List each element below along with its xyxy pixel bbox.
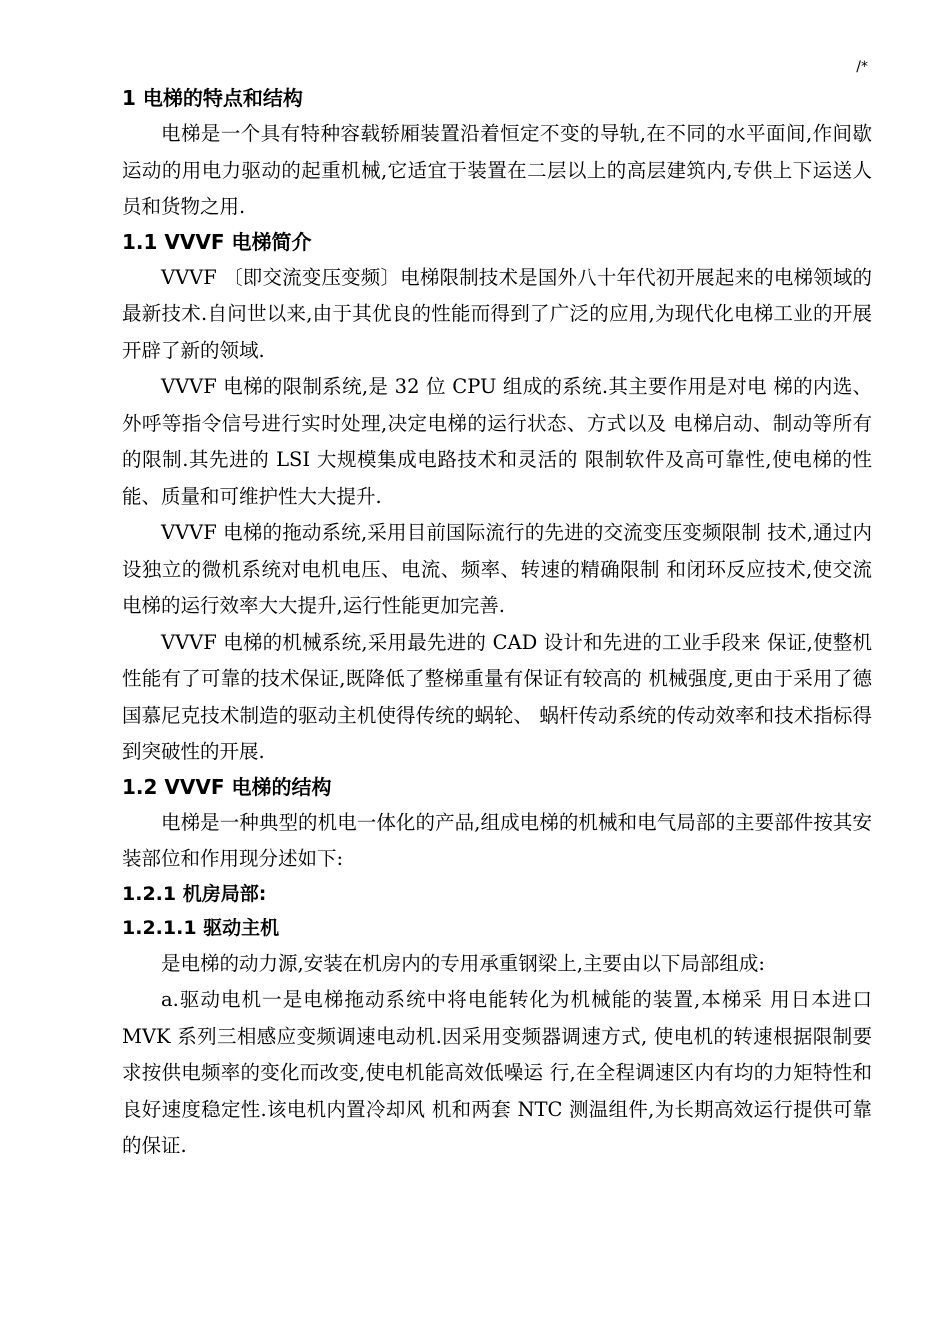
page-mark: /*	[856, 59, 868, 75]
section-heading-1: 1 电梯的特点和结构	[122, 86, 303, 110]
section-heading-1-2-1: 1.2.1 机房局部:	[122, 882, 267, 905]
paragraph-drive-system: VVVF 电梯的拖动系统,采用目前国际流行的先进的交流变压变频限制 技术,通过内设独立的微机系统对电机电压、电流、频率、转速的精确限制 和闭环反应技术,使交流电梯的运行效率大大提升,运行性能更加完善.	[122, 521, 872, 617]
paragraph-structure-overview: 电梯是一种典型的机电一体化的产品,组成电梯的机械和电气局部的主要部件按其安装部位和作用现分述如下:	[122, 810, 872, 870]
paragraph-vvvf-intro: VVVF 〔即交流变压变频〕电梯限制技术是国外八十年代初开展起来的电梯领域的最新技术.自问世以来,由于其优良的性能而得到了广泛的应用,为现代化电梯工业的开展开辟了新的领域.	[122, 265, 872, 362]
section-heading-1-1: 1.1 VVVF 电梯简介	[122, 229, 312, 254]
paragraph-mechanical-system: VVVF 电梯的机械系统,采用最先进的 CAD 设计和先进的工业手段来 保证,使整机性能有了可靠的技术保证,既降低了整梯重量有保证有较高的 机械强度,更由于采用了德国慕尼克技术制造的驱动主机使得传统的蜗轮、 蜗杆传动系统的传动效率和技术指标得到突破性的开展.	[122, 630, 872, 763]
document-body	[122, 82, 872, 1165]
paragraph-drive-machine: 是电梯的动力源,安装在机房内的专用承重钢梁上,主要由以下局部组成:	[161, 951, 765, 975]
paragraph-control-system: VVVF 电梯的限制系统,是 32 位 CPU 组成的系统.其主要作用是对电 梯的内选、外呼等指令信号进行实时处理,决定电梯的运行状态、方式以及 电梯启动、制动等所有的限制.其先进的 LSI 大规模集成电路技术和灵活的 限制软件及高可靠性,使电梯的性能、质量和可维护性大大提升.	[122, 375, 872, 508]
paragraph-elevator-definition: 电梯是一个具有特种容载轿厢装置沿着恒定不变的导轨,在不同的水平面间,作间歇运动的用电力驱动的起重机械,它适宜于装置在二层以上的高层建筑内,专供上下运送人员和货物之用.	[122, 122, 872, 218]
paragraph-drive-motor: a.驱动电机一是电梯拖动系统中将电能转化为机械能的装置,本梯采 用日本进口 MVK 系列三相感应变频调速电动机.因采用变频器调速方式, 使电机的转速根据限制要求按供电频率的变化而改变,使电机能高效低噪运 行,在全程调速区内有均的力矩特性和良好速度稳定性.该电机内置冷却风 机和两套 NTC 测温组件,为长期高效运行提供可靠的保证.	[122, 988, 872, 1157]
section-heading-1-2-1-1: 1.2.1.1 驱动主机	[122, 916, 280, 939]
section-heading-1-2: 1.2 VVVF 电梯的结构	[122, 774, 332, 799]
